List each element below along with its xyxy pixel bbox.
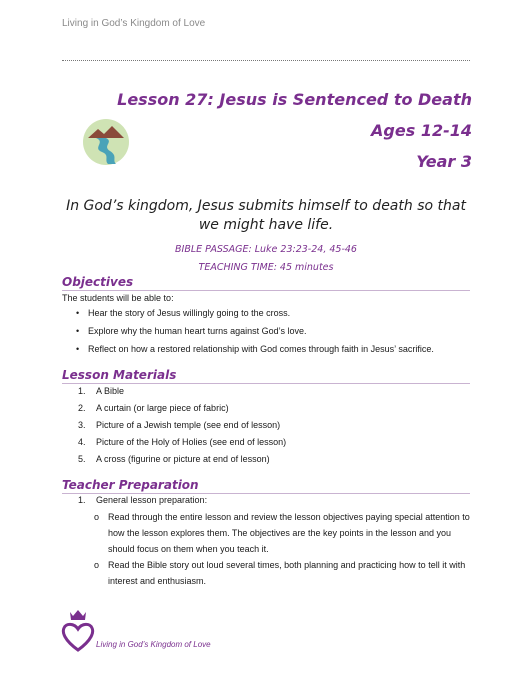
objectives-heading: Objectives [62,275,134,289]
list-item: 4. Picture of the Holy of Holies (see end of lesson) [78,437,287,447]
list-item: 3. Picture of a Jewish temple (see end of lesson) [78,420,281,430]
heart-crown-icon [60,606,96,654]
bible-passage: BIBLE PASSAGE: Luke 23:23-24, 45-46 [175,244,357,255]
lesson-title: Lesson 27: Jesus is Sentenced to Death [117,90,472,109]
materials-heading: Lesson Materials [62,368,177,382]
lesson-logo-icon [82,118,130,166]
objectives-rule [62,290,470,291]
objectives-intro: The students will be able to: [62,293,174,303]
list-item: 1. A Bible [78,386,125,396]
preparation-list [78,492,207,509]
objectives-list [62,304,434,358]
footer-text: Living in God’s Kingdom of Love [96,640,211,649]
list-item: • Explore why the human heart turns against God’s love. [62,322,434,340]
lesson-theme: In God’s kingdom, Jesus submits himself to death so that we might have life. [66,198,466,233]
teaching-time: TEACHING TIME: 45 minutes [198,262,334,273]
materials-list [78,383,286,468]
sub-bullet-icon: o [94,560,100,570]
sub-bullet-icon: o [94,512,100,522]
list-item: • Hear the story of Jesus willingly going to the cross. [62,304,434,322]
prep-subitem: o Read through the entire lesson and review the lesson objectives paying special attention to how the lesson explores them. The objectives are the key points in the lesson and you should focus on them when you teach it. [108,509,470,557]
preparation-heading: Teacher Preparation [62,478,199,492]
list-item: 5. A cross (figurine or picture at end of lesson) [78,454,270,464]
lesson-year: Year 3 [416,152,472,171]
prep-subitem: o Read the Bible story out loud several times, both planning and practicing how to tell it with interest and enthusiasm. [108,557,470,589]
list-item: 1. General lesson preparation: [78,495,208,505]
running-header: Living in God’s Kingdom of Love [62,18,206,29]
lesson-ages: Ages 12-14 [371,121,472,140]
list-item: 2. A curtain (or large piece of fabric) [78,403,229,413]
list-item: • Reflect on how a restored relationship with God comes through faith in Jesus’ sacrifice. [62,340,434,358]
header-divider [62,60,470,61]
